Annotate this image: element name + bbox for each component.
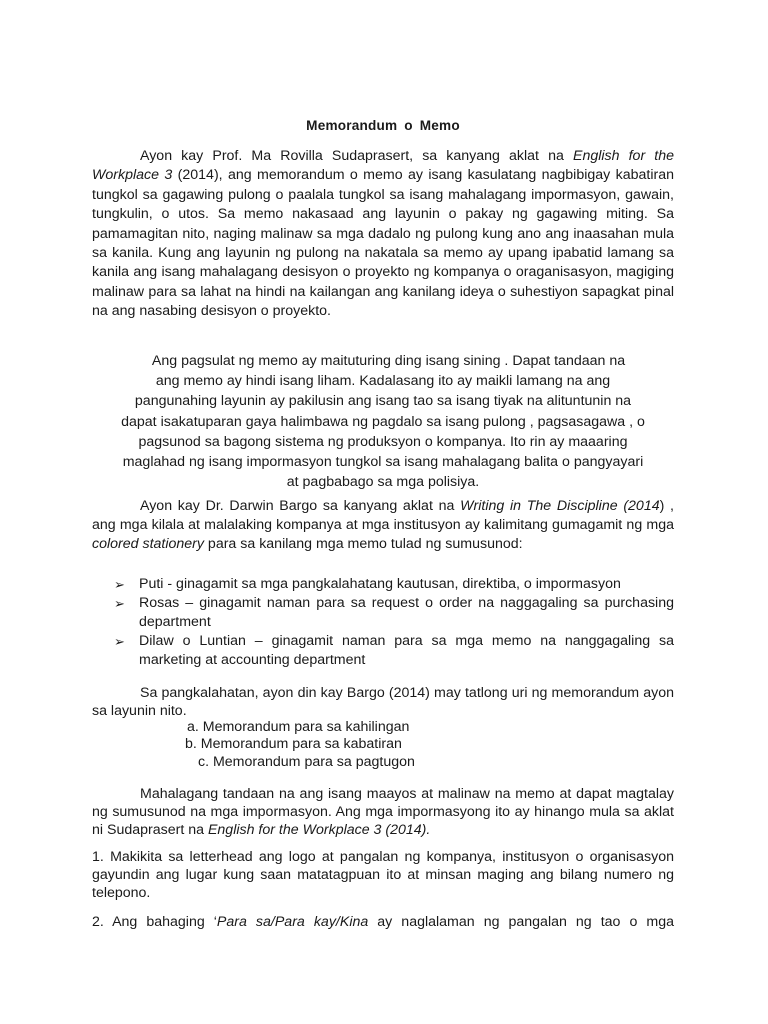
paragraph-stationery: Ayon kay Dr. Darwin Bargo sa kanyang aklat na Writing in The Discipline (2014) , ang mga kilala at malalaking kompanya at mga institusyon ay kalimitang gumagamit ng mga colored stationery para sa kanilang mga memo tulad ng sumusunod: <box>92 498 674 552</box>
arrow-bullet-icon: ➢ <box>114 596 125 611</box>
text-line: dapat isakatuparan gaya halimbawa ng pagdalo sa isang pulong , pagsasagawa , o <box>121 413 645 430</box>
memo-types-list <box>92 719 674 771</box>
term: Para sa/Para kay/Kina <box>216 914 369 930</box>
list-item: ➢ Puti - ginagamit sa mga pangkalahatang kautusan, direktiba, o impormasyon <box>114 576 621 592</box>
text-line: pagsunod sa bagong sistema ng produksyon o kompanya. Ito rin ay maaaring <box>138 433 628 450</box>
text-line: ang memo ay hindi isang liham. Kadalasang ito ay maikli lamang na ang <box>155 373 611 390</box>
paragraph-definition: Ayon kay Prof. Ma Rovilla Sudaprasert, sa kanyang aklat na English for the Workplace 3 (2014), ang memorandum o memo ay isang kasulatang nagbibigay kabatiran tungkol sa gagawing pulong o paalala tungkol sa isang mahalagang impormasyon, gawain, tungkulin, o utos. Sa memo nakasaad ang layunin o pakay ng gagawing miting. Sa pamamagitan nito, naging malinaw sa mga dadalo ng pulong kung ano ang inaasahan mula sa kanila. Kung ang layunin ng pulong na nakatala sa memo ay upang ipabatid lamang sa kanila ang isang mahalagang desisyon o proyekto ng kompanya o oraganisasyon, magiging malinaw para sa lahat na hindi na kailangan ang kanilang ideya o suhestiyon sapagkat pinal na ang nasabing desisyon o proyekto. <box>92 148 674 320</box>
paragraph-item-1: 1. Makikita sa letterhead ang logo at pangalan ng kompanya, institusyon o organisasyon gayundin ang lugar kung saan matatagpuan ito at minsan maging ang bilang numero ng telepono. <box>92 849 674 901</box>
arrow-bullet-icon: ➢ <box>114 577 125 592</box>
paragraph-memo-art <box>92 351 674 492</box>
text-line: Ang pagsulat ng memo ay maituturing ding isang sining . Dapat tandaan na <box>140 353 626 369</box>
list-item: ➢ Dilaw o Luntian – ginagamit naman para sa mga memo na nanggagaling sa marketing at accounting department <box>114 633 674 668</box>
book-title: Writing in The Discipline (2014 <box>460 498 660 514</box>
arrow-bullet-icon: ➢ <box>114 634 125 649</box>
paragraph-item-2: 2. Ang bahaging ‘Para sa/Para kay/Kina ay naglalaman ng pangalan ng tao o mga <box>92 914 674 930</box>
list-item: b. Memorandum para sa kabatiran <box>185 736 402 753</box>
paragraph-reminder: Mahalagang tandaan na ang isang maayos at malinaw na memo at dapat magtalay ng sumusunod na mga impormasyon. Ang mga impormasyong ito ay hinango mula sa aklat ni Sudaprasert na English for the Workplace 3 (2014). <box>92 786 674 838</box>
list-item: c. Memorandum para sa pagtugon <box>198 753 415 770</box>
paragraph-types-intro: Sa pangkalahatan, ayon din kay Bargo (2014) may tatlong uri ng memorandum ayon sa layunin nito. <box>92 685 674 719</box>
book-title: English for the Workplace 3 (2014). <box>207 821 431 838</box>
color-bullet-list <box>114 575 674 670</box>
list-item: a. Memorandum para sa kahilingan <box>187 719 410 735</box>
text-line: maglahad ng isang impormasyon tungkol sa isang mahalagang balita o pangyayari <box>122 454 644 471</box>
text-line: at pagbabago sa mga polisiya. <box>286 474 480 491</box>
list-item: ➢ Rosas – ginagamit naman para sa request o order na naggagaling sa purchasing department <box>114 595 674 630</box>
term: colored stationery <box>92 535 204 552</box>
document-title: Memorandum o Memo <box>306 118 460 133</box>
book-title: English for the Workplace 3 <box>92 148 674 184</box>
text-line: pangunahing layunin ay pakilusin ang isang tao sa isang tiyak na alituntunin na <box>134 393 632 410</box>
